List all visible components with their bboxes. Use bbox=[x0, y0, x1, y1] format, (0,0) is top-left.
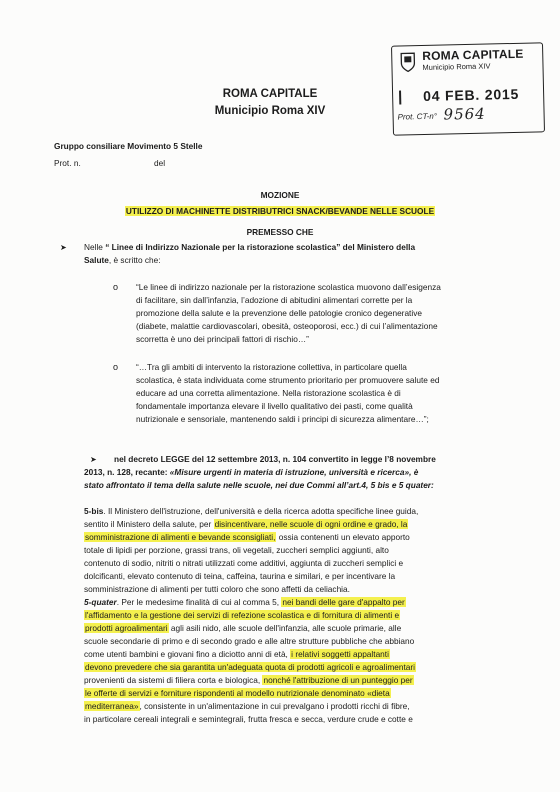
arrow-icon: ➤ bbox=[60, 243, 67, 252]
motion-label: MOZIONE bbox=[260, 190, 300, 200]
art-5-quater: 5-quater. Per le medesime finalità di cui al comma 5, nei bandi delle gare d'appalto per l'affidamento e la gestione dei servizi di refezione scolastica e di fornitura di alimenti e prodotti agroalimentari agli asili nido, alle scuole dell'infanzia, alle scuole primarie, alle scuole secondarie di primo e di secondo grado e alle altre strutture pubbliche che abbiano come utenti bambini e giovani fino a diciotto anni di età, i relativi soggetti appaltanti devono prevedere che sia garantita un'adeguata quota di prodotti agricoli e agroalimentari provenienti da sistemi di filiera corta e biologica, nonché l'attribuzione di un punteggio per le offerte di servizi e forniture rispondenti al modello nutrizionale denominato «dieta mediterranea», consistente in un'alimentazione in cui prevalgano i prodotti ricchi di fibre, in particolare cereali integrali e semintegrali, frutta fresca e secca, verdure crude e cotte e bbox=[84, 597, 415, 724]
quote1: “Le linee di indirizzo nazionale per la ristorazione scolastica muovono dall’esigenza di facilitare, sin dall’infanzia, l’adozione di abitudini alimentari corrette per la promozione della salute e la prevenzione delle patologie cronico degenerative (diabete, malattie cardiovascolari, obesità, osteoporosi, ecc.) di cui l’alimentazione scorretta è uno dei principali fattori di rischio…” bbox=[136, 282, 441, 344]
premesso-che: PREMESSO CHE bbox=[246, 227, 314, 237]
prot-label: Prot. n. bbox=[54, 158, 81, 168]
motion-title-wrap bbox=[100, 205, 460, 218]
group-name: Gruppo consiliare Movimento 5 Stelle bbox=[54, 141, 203, 151]
stamp-prot-number: 9564 bbox=[443, 104, 486, 124]
para1-line1: Nelle “ Linee di Indirizzo Nazionale per la ristorazione scolastica” del Ministero della bbox=[84, 242, 416, 252]
stamp-prot-label: Prot. CT-n° bbox=[397, 111, 438, 122]
del-label: del bbox=[154, 158, 166, 168]
para1-line2: Salute, è scritto che: bbox=[84, 255, 161, 265]
arrow-icon: ➤ bbox=[90, 455, 97, 464]
bullet-icon: o bbox=[113, 362, 119, 372]
stamp-date: 04 FEB. 2015 bbox=[422, 85, 520, 105]
quote2: “…Tra gli ambiti di intervento la ristorazione collettiva, in particolare quella scolastica, è stata individuata come strumento prioritario per promuovere salute ed educare ad una corretta alimentazione. Nella ristorazione scolastica è di fondamentale importanza elevare il livello qualitativo dei pasti, come qualità nutrizionale e sensoriale, mantenendo saldi i principi di sicurezza alimentare…”; bbox=[136, 362, 440, 424]
decree-line2: 2013, n. 128, recante: «Misure urgenti in materia di istruzione, università e ricerca», è bbox=[84, 467, 419, 477]
bullet-icon: o bbox=[113, 282, 119, 292]
stamp-title: ROMA CAPITALE bbox=[422, 46, 524, 64]
stamp-bar bbox=[399, 91, 401, 105]
header-line2: Municipio Roma XIV bbox=[214, 105, 326, 117]
art-5-bis: 5-bis. Il Ministero dell'istruzione, dell'università e della ricerca adotta specifiche linee guida, sentito il Ministero della salute, per disincentivare, nelle scuole di ogni ordine e grado, la somministrazione di alimenti e bevande sconsigliati, ossia contenenti un elevato apporto totale di lipidi per porzione, grassi trans, oli vegetali, zuccheri semplici aggiunti, alto contenuto di sodio, nitriti o nitrati utilizzati come additivi, aggiunta di zuccheri semplici e dolcificanti, elevato contenuto di teina, caffeina, taurina e similari, e per incentivare la somministrazione di alimenti per tutti coloro che sono affetti da celiachia. bbox=[84, 506, 419, 594]
stamp-subtitle: Municipio Roma XIV bbox=[422, 61, 491, 73]
motion-title: UTILIZZO DI MACHINETTE DISTRIBUTRICI SNACK/BEVANDE NELLE SCUOLE bbox=[125, 206, 435, 216]
header-line1: ROMA CAPITALE bbox=[222, 88, 318, 100]
decree-line1: nel decreto LEGGE del 12 settembre 2013, n. 104 convertito in legge l’8 novembre bbox=[114, 454, 436, 464]
protocol-stamp bbox=[391, 42, 545, 135]
decree-line3: stato affrontato il tema della salute nelle scuole, nei due Commi all’art.4, 5 bis e 5 quater: bbox=[84, 480, 434, 490]
roma-crest-icon bbox=[400, 52, 415, 72]
